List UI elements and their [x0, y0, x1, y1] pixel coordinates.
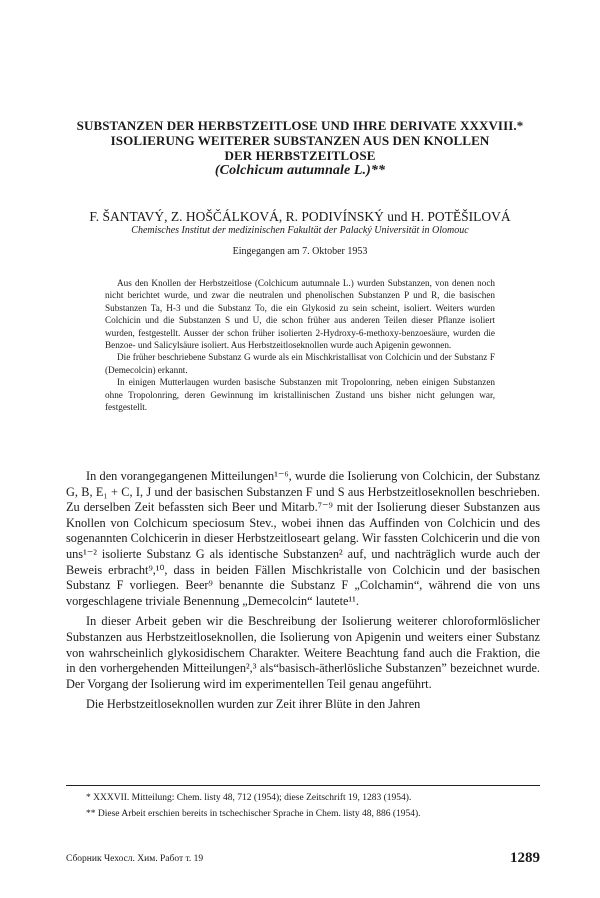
abstract-paragraph-3: In einigen Mutterlaugen wurden basische Substanzen mit Tropolonring, neben einigen Substanzen ohne Tropolonring, deren Gewinnung im kristallinischen Zustand uns bisher nicht gelungen war, festgestellt.	[105, 377, 495, 413]
page-number: 1289	[510, 850, 540, 866]
body-text	[66, 469, 540, 713]
institution: Chemisches Institut der medizinischen Fakultät der Palacký Universität in Olomouc	[131, 225, 469, 236]
abstract-paragraph-1: Aus den Knollen der Herbstzeitlose (Colchicum autumnale L.) wurden Substanzen, von denen noch nicht berichtet wurde, und zwar die neutralen und phenolischen Substanzen P und R, die basischen Substanzen Ta, H-3 und die Substanz To, die ein Glykosid zu sein scheint, isoliert. Weiters wurden Colchicin und die Substanzen S und U, die schon früher aus anderen Teilen dieser Pflanze isoliert wurden, festgestellt. Ausser der schon früher isolierten 2-Hydroxy-6-methoxy-benzoesäure, wurden die Benzoe- und Salicylsäure isoliert. Aus Herbstzeitloseknollen wurde auch Apigenin gewonnen.	[105, 278, 495, 351]
footnote-1: * XXXVII. Mitteilung: Chem. listy 48, 712 (1954); diese Zeitschrift 19, 1283 (1954).	[86, 793, 412, 803]
abstract	[105, 277, 495, 413]
title-line-4: (Colchicum autumnale L.)**	[214, 163, 386, 178]
title-line-2: ISOLIERUNG WEITERER SUBSTANZEN AUS DEN KNOLLEN	[110, 133, 490, 148]
body-paragraph-3: Die Herbstzeitloseknollen wurden zur Zeit ihrer Blüte in den Jahren	[86, 697, 421, 712]
footnote-divider	[66, 785, 540, 786]
author-list: F. ŠANTAVÝ, Z. HOŠČÁLKOVÁ, R. PODIVÍNSKÝ und H. POTĚŠILOVÁ	[89, 209, 511, 224]
title-line-3: DER HERBSTZEITLOSE	[224, 148, 376, 163]
footnote-2: ** Diese Arbeit erschien bereits in tschechischer Sprache in Chem. listy 48, 886 (1954).	[86, 809, 421, 819]
title-line-1: SUBSTANZEN DER HERBSTZEITLOSE UND IHRE DERIVATE XXXVIII.*	[76, 118, 524, 133]
journal-name: Сборник Чехосл. Хим. Работ т. 19	[66, 854, 204, 864]
body-paragraph-1: In den vorangegangenen Mitteilungen¹⁻⁶, wurde die Isolierung von Colchicin, der Substanz G, B, E₁ + C, I, J und der basischen Substanzen F und S aus Herbstzeitloseknollen beschrieben. Zu derselben Zeit befassten sich Beer und Mitarb.⁷⁻⁹ mit der Isolierung dieser Substanzen aus Knollen von Colchicum speciosum Stev., wobei ihnen das Auffinden von Colchicin und des sogenannten Colchicerin in dieser Herbstzeitloseart gelang. Wir fassten Colchicerin und die von uns¹⁻² isolierte Substanz G als identische Substanzen² auf, und nachträglich wurde auch der Beweis erbracht⁹,¹⁰, dass in beiden Fällen Mischkristalle von Colchicin und der basischen Substanz F vorliegen. Beer⁹ benannte die Substanz F „Colchamin“, während die von uns vorgeschlagene triviale Benennung „Demecolcin“ lautete¹¹.	[66, 469, 540, 608]
abstract-paragraph-2: Die früher beschriebene Substanz G wurde als ein Mischkristallisat von Colchicin und der Substanz F (Demecolcin) erkannt.	[105, 352, 495, 375]
received-date: Eingegangen am 7. Oktober 1953	[232, 246, 368, 257]
article-title	[40, 118, 560, 178]
body-paragraph-2: In dieser Arbeit geben wir die Beschreibung der Isolierung weiterer chloroformlöslicher Substanzen aus Herbstzeitloseknollen, die Isolierung von Apigenin und weiters einer Substanz von wahrscheinlich glykosidischem Charakter. Weitere Beachtung fand auch die Fraktion, die in den vorhergehenden Mitteilungen²,³ als“basisch-ätherlösliche Substanzen” bezeichnet wurde. Der Vorgang der Isolierung wird im experimentellen Teil genau angeführt.	[66, 614, 540, 691]
footnotes	[66, 790, 540, 822]
